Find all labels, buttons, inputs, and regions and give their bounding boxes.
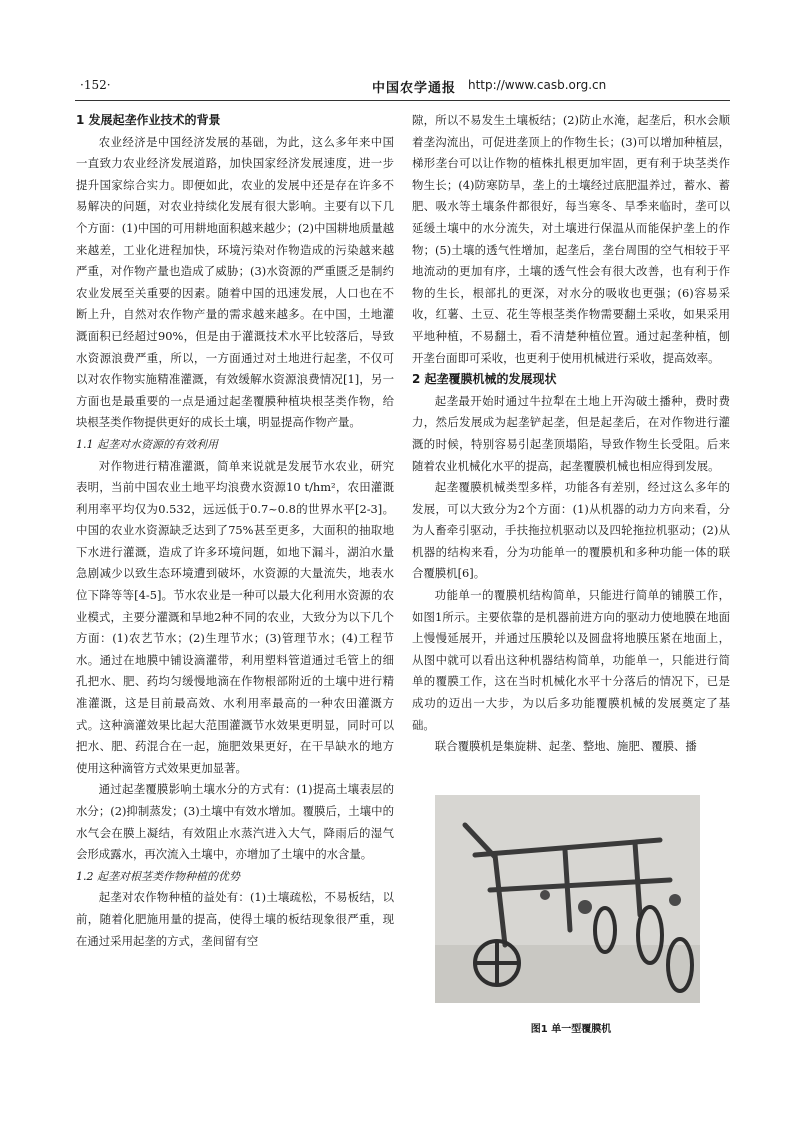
page-number: ·152·	[80, 78, 111, 92]
machine-photo-illustration	[435, 795, 700, 1003]
right-column	[412, 110, 730, 758]
journal-url[interactable]: http://www.casb.org.cn	[468, 78, 607, 92]
paragraph-history: 起垄最开始时通过牛拉犁在土地上开沟破土播种，费时费力，然后发展成为起垄铲起垄，但是起垄后，在对作物进行灌溉的时候，特别容易引起垄顶塌陷，导致作物生长受阻。后来随着农业机械化水平的提高，起垄覆膜机械也相应得到发展。	[412, 393, 730, 473]
paragraph-soil-moisture: 通过起垄覆膜影响土壤水分的方式有：(1)提高土壤表层的水分；(2)抑制蒸发；(3)土壤中有效水增加。覆膜后，土壤中的水气会在膜上凝结，有效阻止水蒸汽进入大气，降雨后的湿气会形成露水，再次流入土壤中，亦增加了土壤中的水含量。	[76, 782, 394, 862]
paragraph-ridge-benefits: 起垄对农作物种植的益处有：(1)土壤疏松，不易板结，以前，随着化肥施用量的提高，使得土壤的板结现象很严重，现在通过采用起垄的方式，垄间留有空	[76, 890, 394, 948]
paragraph-ridge-benefits-cont: 隙，所以不易发生土壤板结；(2)防止水淹，起垄后，积水会顺着垄沟流出，可促进垄顶上的作物生长；(3)可以增加种植层，梯形垄台可以让作物的植株扎根更加牢固，更有利于块茎类作物生长；(4)防寒防旱，垄上的土壤经过底肥温养过，蓄水、蓄肥、吸水等土壤条件都很好，每当寒冬、旱季来临时，垄可以延缓土壤中的水分流失，对土壤进行保温从而能保护垄上的作物；(5)土壤的透气性增加，起垄后，垄台周围的空气相较于平地流动的更加有序，土壤的透气性会有很大改善，也有利于作物的生长，根部扎的更深，对水分的吸收也更强；(6)容易采收，红薯、土豆、花生等根茎类作物需要翻土采收，如果采用平地种植，不易翻土，看不清楚种植位置。通过起垄种植，刨开垄台面即可采收，也更利于使用机械进行采收，提高效率。	[412, 113, 730, 365]
paragraph-combined-machine: 联合覆膜机是集旋耕、起垄、整地、施肥、覆膜、播	[434, 739, 697, 754]
left-column	[76, 110, 394, 952]
journal-name: 中国农学通报	[372, 81, 457, 96]
header-rule	[75, 100, 730, 101]
paragraph-types: 起垄覆膜机械类型多样，功能各有差别，经过这么多年的发展，可以大致分为2个方面：(1)从机器的动力方向来看，分为人畜牵引驱动，手扶拖拉机驱动以及四轮拖拉机驱动；(2)从机器的结构来看，分为功能单一的覆膜机和多种功能一体的联合覆膜机[6]。	[412, 480, 730, 581]
paragraph-background: 农业经济是中国经济发展的基础，为此，这么多年来中国一直致力农业经济发展道路，加快国家经济发展速度，进一步提升国家综合实力。即便如此，农业的发展中还是存在许多不易解决的问题，对农业持续化发展有很大影响。主要有以下几个方面：(1)中国的可用耕地面积越来越少；(2)中国耕地质量越来越差，工业化进程加快，环境污染对作物造成的污染越来越严重，对作物产量也造成了威胁；(3)水资源的严重匮乏是制约农业发展至关重要的因素。随着中国的迅速发展，人口也在不断上升，自然对农作物产量的需求越来越多。在中国，土地灌溉面积已经超过90%，但是由于灌溉技术水平比较落后，导致水资源浪费严重，所以，一方面通过对土地进行起垄，不仅可以对农作物实施精准灌溉，有效缓解水资源浪费情况[1]，另一方面也是最重要的一点是通过起垄覆膜种植块根茎类作物，给块根茎类作物提供更好的成长土壤，明显提高作物产量。	[76, 134, 394, 430]
page-header	[80, 78, 730, 98]
section-heading-2: 2 起垄覆膜机械的发展现状	[412, 372, 557, 387]
figure-caption: 图1 单一型覆膜机	[530, 1024, 612, 1035]
paragraph-water-use: 对作物进行精准灌溉，简单来说就是发展节水农业，研究表明，当前中国农业土地平均浪费水资源10 t/hm²，农田灌溉利用率平均仅为0.532，远远低于0.7~0.8的世界水平[2-3]。中国的农业水资源缺乏达到了75%甚至更多，大面积的抽取地下水进行灌溉，造成了许多环境问题，如地下漏斗，湖泊水量急剧减少以致生态环境遭到破坏，水资源的大量流失，地表水位下降等等[4-5]。节水农业是一种可以最大化利用水资源的农业模式，主要分灌溉和旱地2种不同的农业，大致分为以下几个方面：(1)农艺节水；(2)生理节水；(3)管理节水；(4)工程节水。通过在地膜中铺设滴灌带，利用塑料管道通过毛管上的细孔把水、肥、药均匀缓慢地滴在作物根部附近的土壤中进行精准灌溉，这是目前最高效、水利用率最高的一种农田灌溉方式。这种滴灌效果比起大范围灌溉节水效果更明显，同时可以把水、肥、药混合在一起，施肥效果更好，在干旱缺水的地方使用这种滴管方式效果更加显著。	[76, 458, 394, 775]
figure-film-mulching-machine	[435, 795, 700, 1003]
section-heading-1-1: 1.1 起垄对水资源的有效利用	[76, 437, 218, 451]
section-heading-1-2: 1.2 起垄对根茎类作物种植的优势	[76, 869, 240, 883]
paragraph-single-machine: 功能单一的覆膜机结构简单，只能进行简单的铺膜工作，如图1所示。主要依靠的是机器前进方向的驱动力使地膜在地面上慢慢延展开，并通过压膜轮以及圆盘将地膜压紧在地面上，从图中就可以看出这种机器结构简单，功能单一，只能进行简单的覆膜工作，这在当时机械化水平十分落后的情况下，已是成功的迈出一大步，为以后多功能覆膜机械的发展奠定了基础。	[412, 588, 730, 732]
section-heading-1: 1 发展起垄作业技术的背景	[76, 113, 221, 127]
